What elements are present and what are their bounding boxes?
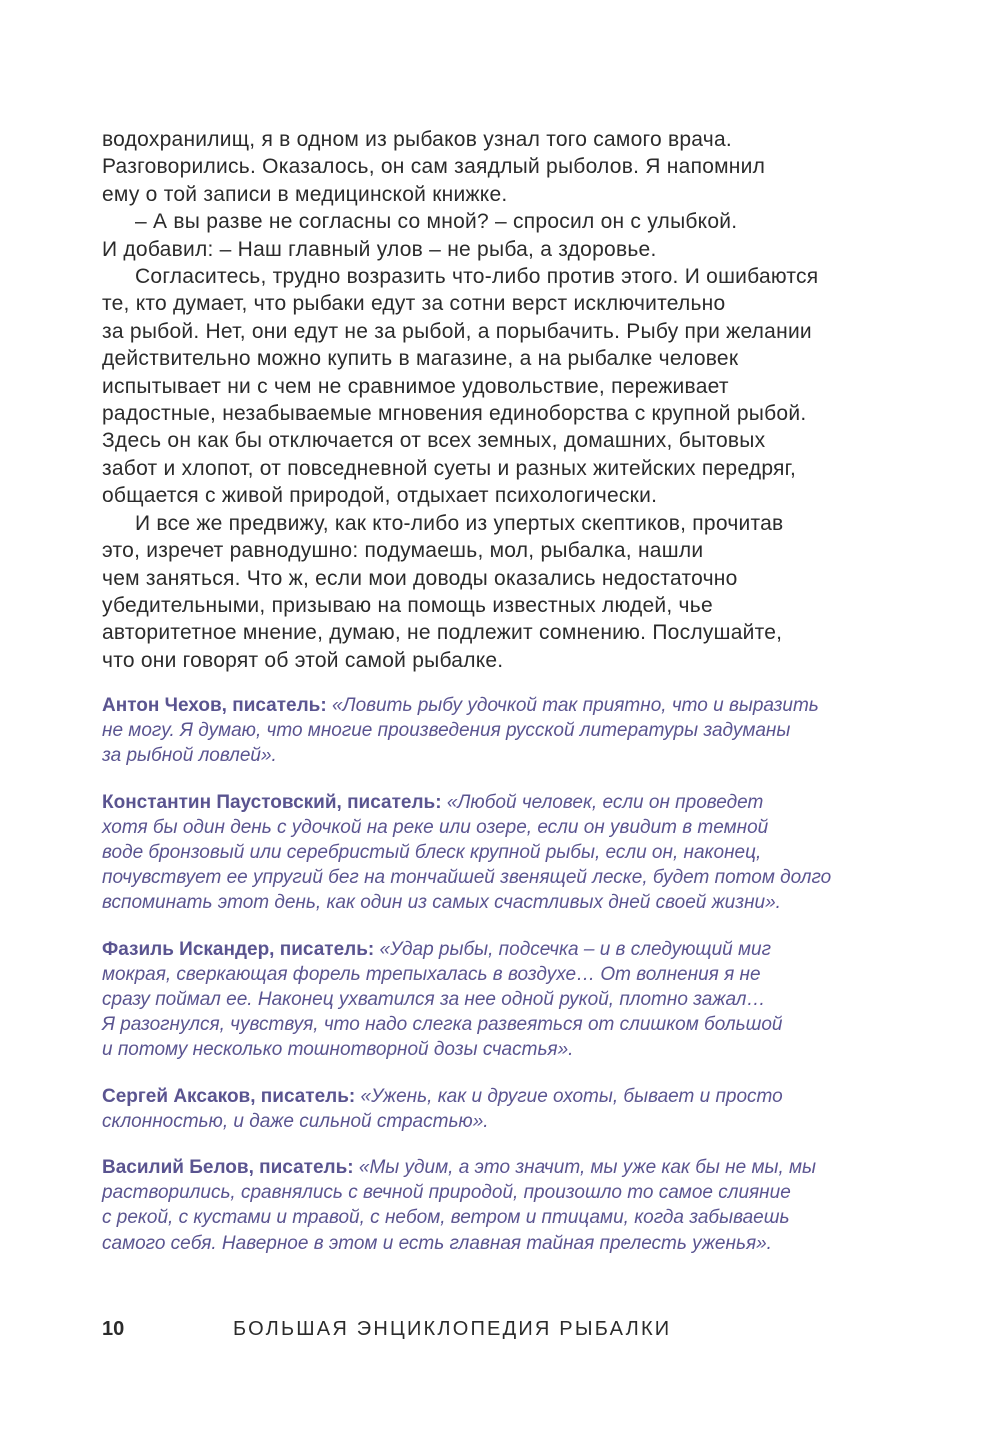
body-line: радостные, незабываемые мгновения единоборства с крупной рыбой. xyxy=(102,402,807,426)
quote-text: «Ужень, как и другие охоты, бывает и просто xyxy=(360,1085,783,1107)
quote-line xyxy=(102,1155,882,1180)
body-line: И все же предвижу, как кто-либо из упертых скептиков, прочитав xyxy=(135,511,784,535)
quote-line: с рекой, с кустами и травой, с небом, ветром и птицами, когда забываешь xyxy=(102,1207,790,1229)
quote-iskander xyxy=(102,937,882,1063)
body-line: это, изречет равнодушно: подумаешь, мол, рыбалка, нашли xyxy=(102,539,704,563)
body-line: И добавил: – Наш главный улов – не рыба, а здоровье. xyxy=(102,237,657,261)
quote-line: воде бронзовый или серебристый блеск крупной рыбы, если он, наконец, xyxy=(102,842,762,864)
body-line: Разговорились. Оказалось, он сам заядлый рыболов. Я напомнил xyxy=(102,155,766,179)
body-line: – А вы разве не согласны со мной? – спросил он с улыбкой. xyxy=(135,210,738,234)
quote-author: Антон Чехов, писатель: xyxy=(102,695,327,716)
quote-line xyxy=(102,693,882,718)
body-line: Согласитесь, трудно возразить что-либо против этого. И ошибаются xyxy=(135,265,819,289)
body-text xyxy=(102,126,882,674)
quote-line: растворились, сравнялись с вечной природой, произошло то самое слияние xyxy=(102,1182,791,1204)
body-line: за рыбой. Нет, они едут не за рыбой, а порыбачить. Рыбу при желании xyxy=(102,319,812,343)
quote-line: и потому несколько тошнотворной дозы счастья». xyxy=(102,1039,574,1061)
quote-line: вспоминать этот день, как один из самых счастливых дней своей жизни». xyxy=(102,892,781,914)
quote-text: «Ловить рыбу удочкой так приятно, что и выразить xyxy=(331,695,819,716)
quote-line xyxy=(102,937,882,962)
quote-line: не могу. Я думаю, что многие произведения русской литературы задуманы xyxy=(102,720,791,742)
body-line: авторитетное мнение, думаю, не подлежит сомнению. Послушайте, xyxy=(102,621,783,645)
body-line: общается с живой природой, отдыхает психологически. xyxy=(102,484,658,508)
quote-line: хотя бы один день с удочкой на реке или озере, если он увидит в темной xyxy=(102,816,769,838)
quote-text: «Любой человек, если он проведет xyxy=(446,791,764,813)
quote-line: почувствует ее упругий бег на тончайшей звенящей леске, будет потом долго xyxy=(102,867,832,889)
body-line: действительно можно купить в магазине, а на рыбалке человек xyxy=(102,347,739,371)
quote-author: Сергей Аксаков, писатель: xyxy=(102,1085,356,1107)
quotes-section xyxy=(102,693,882,1277)
quote-line xyxy=(102,790,882,815)
page-footer xyxy=(102,1318,882,1348)
quote-chekhov xyxy=(102,693,882,769)
quote-text: «Удар рыбы, подсечка – и в следующий миг xyxy=(379,938,771,960)
body-line: что они говорят об этой самой рыбалке. xyxy=(102,648,504,672)
quote-line: сразу поймал ее. Наконец ухватился за нее одной рукой, плотно зажал… xyxy=(102,989,766,1011)
body-line: забот и хлопот, от повседневной суеты и разных житейских передряг, xyxy=(102,456,797,480)
quote-paustovsky xyxy=(102,790,882,916)
quote-line: самого себя. Наверное в этом и есть главная тайная прелесть уженья». xyxy=(102,1232,772,1254)
body-line: ему о той записи в медицинской книжке. xyxy=(102,182,508,206)
page-number: 10 xyxy=(102,1318,125,1340)
body-line: убедительными, призываю на помощь известных людей, чье xyxy=(102,593,713,617)
body-line: Здесь он как бы отключается от всех земных, домашних, бытовых xyxy=(102,429,766,453)
body-line: водохранилищ, я в одном из рыбаков узнал того самого врача. xyxy=(102,128,732,151)
body-line: те, кто думает, что рыбаки едут за сотни верст исключительно xyxy=(102,292,726,316)
quote-author: Василий Белов, писатель: xyxy=(102,1157,354,1179)
quote-author: Константин Паустовский, писатель: xyxy=(102,791,442,813)
quote-line: мокрая, сверкающая форель трепыхалась в воздухе… От волнения я не xyxy=(102,963,761,985)
quote-belov xyxy=(102,1155,882,1256)
quote-aksakov xyxy=(102,1084,882,1134)
running-title: БОЛЬШАЯ ЭНЦИКЛОПЕДИЯ РЫБАЛКИ xyxy=(233,1318,672,1340)
body-line: чем заняться. Что ж, если мои доводы оказались недостаточно xyxy=(102,566,738,590)
quote-text: «Мы удим, а это значит, мы уже как бы не мы, мы xyxy=(358,1157,817,1179)
quote-line xyxy=(102,1084,882,1109)
quote-line: за рыбной ловлей». xyxy=(102,745,277,767)
body-line: испытывает ни с чем не сравнимое удовольствие, переживает xyxy=(102,374,729,398)
quote-author: Фазиль Искандер, писатель: xyxy=(102,938,375,960)
quote-line: склонностью, и даже сильной страстью». xyxy=(102,1110,489,1132)
quote-line: Я разогнулся, чувствуя, что надо слегка развеяться от слишком большой xyxy=(102,1014,783,1036)
